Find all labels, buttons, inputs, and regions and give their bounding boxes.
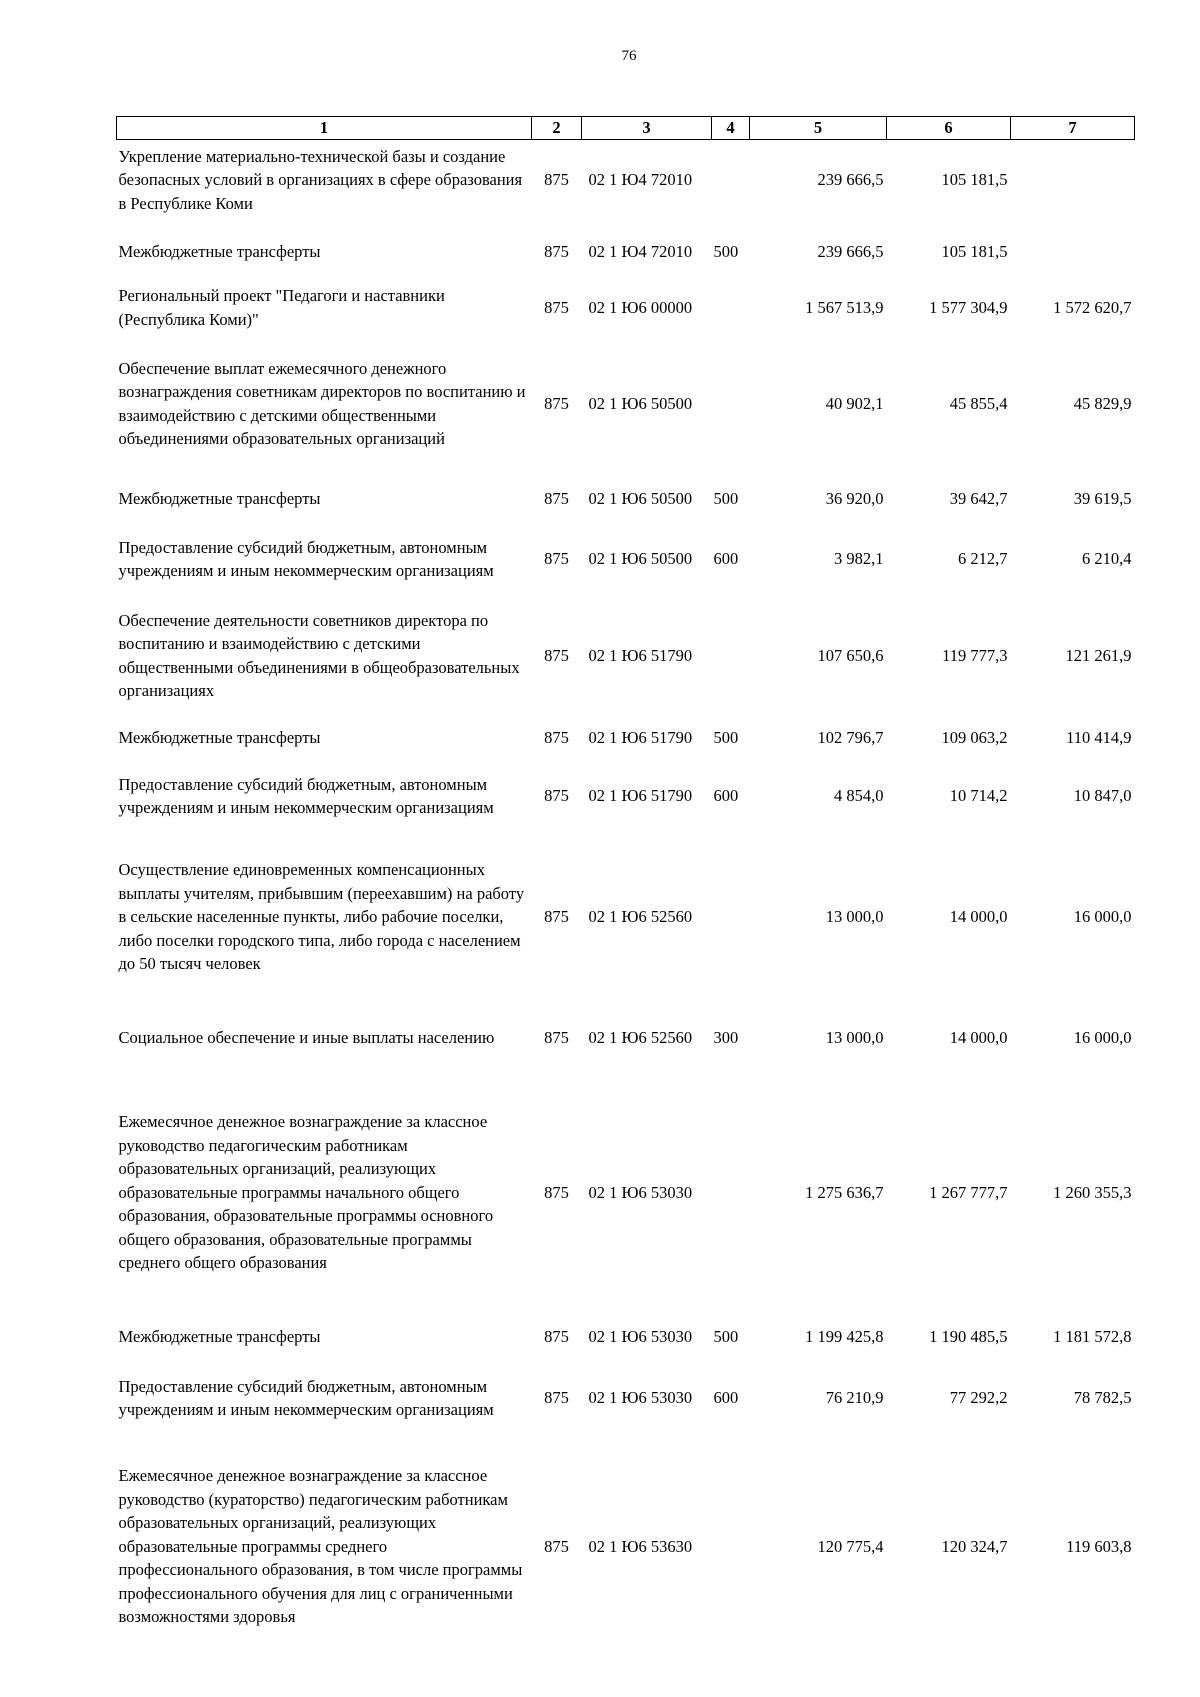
row-expense-type-cell [712,140,750,221]
row-amount-col7-cell: 1 181 572,8 [1053,1327,1132,1347]
row-name-cell: Обеспечение выплат ежемесячного денежного вознаграждения советникам директоров по воспитанию и взаимодействию с детскими общественными объединениями образовательных организаций [118,358,526,448]
row-target-code-cell: 02 1 Ю6 51790 [588,727,693,747]
row-amount-col7-cell: 16 000,0 [1073,1027,1132,1047]
row-amount-col7-cell: 1 572 620,7 [1053,297,1132,317]
row-expense-type-cell [712,1073,750,1312]
column-header-6: 6 [887,117,1011,140]
row-target-code-cell: 02 1 Ю6 00000 [588,297,693,317]
row-expense-type-cell: 500 [713,242,739,262]
row-name-cell: Обеспечение деятельности советников директора по воспитанию и взаимодействию с детскими общественными объединениями в общеобразовательных организациях [118,610,520,700]
row-admin-code-cell: 875 [544,489,569,509]
column-header-7: 7 [1011,117,1135,140]
row-name-cell: Межбюджетные трансферты [118,242,321,262]
row-target-code-cell: 02 1 Ю6 53630 [588,1536,693,1556]
table-row [117,220,1135,284]
row-amount-col5-cell: 1 199 425,8 [805,1327,884,1347]
row-name-cell: Социальное обеспечение и иные выплаты населению [118,1027,495,1047]
row-name-cell: Межбюджетные трансферты [118,489,321,509]
row-amount-col5-cell: 40 902,1 [825,393,884,413]
row-target-code-cell: 02 1 Ю6 53030 [588,1327,693,1347]
table-row [117,331,1135,476]
row-amount-col7-cell: 6 210,4 [1082,549,1132,569]
table-row [117,1002,1135,1073]
row-admin-code-cell: 875 [544,170,569,190]
row-name-cell: Ежемесячное денежное вознаграждение за классное руководство (кураторство) педагогическим работникам образовательных организаций, реализующих образовательные программы среднего профессионального образования, в том числе программы профессионального обучения для лиц с ограниченными возможностями здоровья [118,1466,523,1627]
row-target-code-cell: 02 1 Ю6 52560 [588,907,693,927]
row-amount-col5-cell: 239 666,5 [817,242,884,262]
row-admin-code-cell: 875 [544,297,569,317]
row-amount-col6-cell: 45 855,4 [949,393,1008,413]
row-target-code-cell: 02 1 Ю4 72010 [588,170,693,190]
row-amount-col5-cell: 4 854,0 [834,786,884,806]
page-number: 76 [621,48,637,64]
row-target-code-cell: 02 1 Ю6 50500 [588,549,693,569]
row-amount-col7-cell [1011,220,1135,284]
row-expense-type-cell: 500 [713,727,739,747]
row-amount-col6-cell: 1 577 304,9 [929,297,1008,317]
row-amount-col6-cell: 1 190 485,5 [929,1327,1008,1347]
row-amount-col5-cell: 120 775,4 [817,1536,884,1556]
row-target-code-cell: 02 1 Ю6 52560 [588,1027,693,1047]
row-amount-col6-cell: 105 181,5 [941,242,1008,262]
row-name-cell: Межбюджетные трансферты [118,1327,321,1347]
row-target-code-cell: 02 1 Ю6 51790 [588,645,693,665]
column-header-3: 3 [582,117,712,140]
row-amount-col5-cell: 107 650,6 [817,645,884,665]
row-expense-type-cell: 300 [713,1027,739,1047]
row-amount-col5-cell: 76 210,9 [825,1388,884,1408]
row-expense-type-cell [712,596,750,715]
row-amount-col7-cell: 121 261,9 [1065,645,1132,665]
row-admin-code-cell: 875 [544,1388,569,1408]
row-expense-type-cell: 600 [713,1388,739,1408]
table-row [117,1073,1135,1312]
column-header-1: 1 [117,117,532,140]
table-row [117,596,1135,715]
row-target-code-cell: 02 1 Ю6 50500 [588,489,693,509]
row-target-code-cell: 02 1 Ю6 53030 [588,1182,693,1202]
row-amount-col6-cell: 109 063,2 [941,727,1008,747]
table-row [117,284,1135,331]
row-admin-code-cell: 875 [544,242,569,262]
row-admin-code-cell: 875 [544,393,569,413]
row-amount-col5-cell: 13 000,0 [825,1027,884,1047]
row-name-cell: Региональный проект "Педагоги и наставники (Республика Коми)" [118,286,445,329]
row-admin-code-cell: 875 [544,1536,569,1556]
row-admin-code-cell: 875 [544,1027,569,1047]
column-header-2: 2 [532,117,582,140]
row-amount-col5-cell: 239 666,5 [817,170,884,190]
row-amount-col6-cell: 14 000,0 [949,907,1008,927]
row-target-code-cell: 02 1 Ю6 50500 [588,393,693,413]
row-expense-type-cell: 500 [713,489,739,509]
row-amount-col5-cell: 1 567 513,9 [805,297,884,317]
row-amount-col7-cell: 1 260 355,3 [1053,1182,1132,1202]
row-amount-col6-cell: 10 714,2 [949,786,1008,806]
budget-table-container [116,116,1132,1659]
row-name-cell: Ежемесячное денежное вознаграждение за классное руководство педагогическим работникам образовательных организаций, реализующих образовательные программы начального общего образования, образовательные программы основного общего образования, образовательные программы среднего общего образования [118,1112,494,1273]
row-expense-type-cell: 500 [713,1327,739,1347]
row-expense-type-cell [712,1434,750,1659]
table-row [117,1312,1135,1362]
row-amount-col7-cell: 110 414,9 [1066,727,1132,747]
table-row [117,1362,1135,1434]
table-row [117,140,1135,221]
row-name-cell: Укрепление материально-технической базы и создание безопасных условий в организациях в сфере образования в Республике Коми [118,146,523,213]
row-amount-col7-cell: 45 829,9 [1073,393,1132,413]
column-header-4: 4 [712,117,750,140]
row-amount-col7-cell: 119 603,8 [1066,1536,1132,1556]
row-target-code-cell: 02 1 Ю6 51790 [588,786,693,806]
row-admin-code-cell: 875 [544,1327,569,1347]
row-expense-type-cell [712,284,750,331]
row-name-cell: Осуществление единовременных компенсационных выплаты учителям, прибывшим (переехавшим) на работу в сельские населенные пункты, либо рабочие поселки, либо поселки городского типа, либо города с населением до 50 тысяч человек [118,860,525,974]
table-row [117,522,1135,596]
table-header [117,117,1135,140]
row-admin-code-cell: 875 [544,549,569,569]
row-amount-col6-cell: 6 212,7 [958,549,1008,569]
row-amount-col5-cell: 13 000,0 [825,907,884,927]
table-row [117,832,1135,1002]
row-amount-col7-cell: 39 619,5 [1073,489,1132,509]
row-expense-type-cell: 600 [713,786,739,806]
table-row [117,760,1135,832]
row-amount-col7-cell: 78 782,5 [1073,1388,1132,1408]
row-expense-type-cell: 600 [713,549,739,569]
column-header-5: 5 [750,117,887,140]
row-expense-type-cell [712,832,750,1002]
row-amount-col6-cell: 77 292,2 [949,1388,1008,1408]
budget-table [116,116,1135,1659]
row-expense-type-cell [712,331,750,476]
row-amount-col6-cell: 119 777,3 [942,645,1008,665]
table-row [117,715,1135,760]
row-amount-col6-cell: 39 642,7 [949,489,1008,509]
row-target-code-cell: 02 1 Ю4 72010 [588,242,693,262]
row-name-cell: Предоставление субсидий бюджетным, автономным учреждениям и иным некоммерческим организациям [118,537,494,580]
row-amount-col5-cell: 102 796,7 [817,727,884,747]
row-admin-code-cell: 875 [544,645,569,665]
row-amount-col5-cell: 36 920,0 [825,489,884,509]
row-admin-code-cell: 875 [544,1182,569,1202]
row-name-cell: Межбюджетные трансферты [118,727,321,747]
row-amount-col7-cell: 16 000,0 [1073,907,1132,927]
row-amount-col6-cell: 120 324,7 [941,1536,1008,1556]
row-amount-col6-cell: 1 267 777,7 [929,1182,1008,1202]
row-admin-code-cell: 875 [544,727,569,747]
table-row [117,476,1135,522]
row-amount-col5-cell: 1 275 636,7 [805,1182,884,1202]
row-amount-col7-cell: 10 847,0 [1073,786,1132,806]
row-amount-col6-cell: 105 181,5 [941,170,1008,190]
row-amount-col6-cell: 14 000,0 [949,1027,1008,1047]
row-amount-col7-cell [1011,140,1135,221]
row-admin-code-cell: 875 [544,786,569,806]
row-name-cell: Предоставление субсидий бюджетным, автономным учреждениям и иным некоммерческим организациям [118,774,494,817]
table-body [117,140,1135,1660]
table-row [117,1434,1135,1659]
row-target-code-cell: 02 1 Ю6 53030 [588,1388,693,1408]
row-admin-code-cell: 875 [544,907,569,927]
row-name-cell: Предоставление субсидий бюджетным, автономным учреждениям и иным некоммерческим организациям [118,1376,494,1419]
row-amount-col5-cell: 3 982,1 [834,549,884,569]
